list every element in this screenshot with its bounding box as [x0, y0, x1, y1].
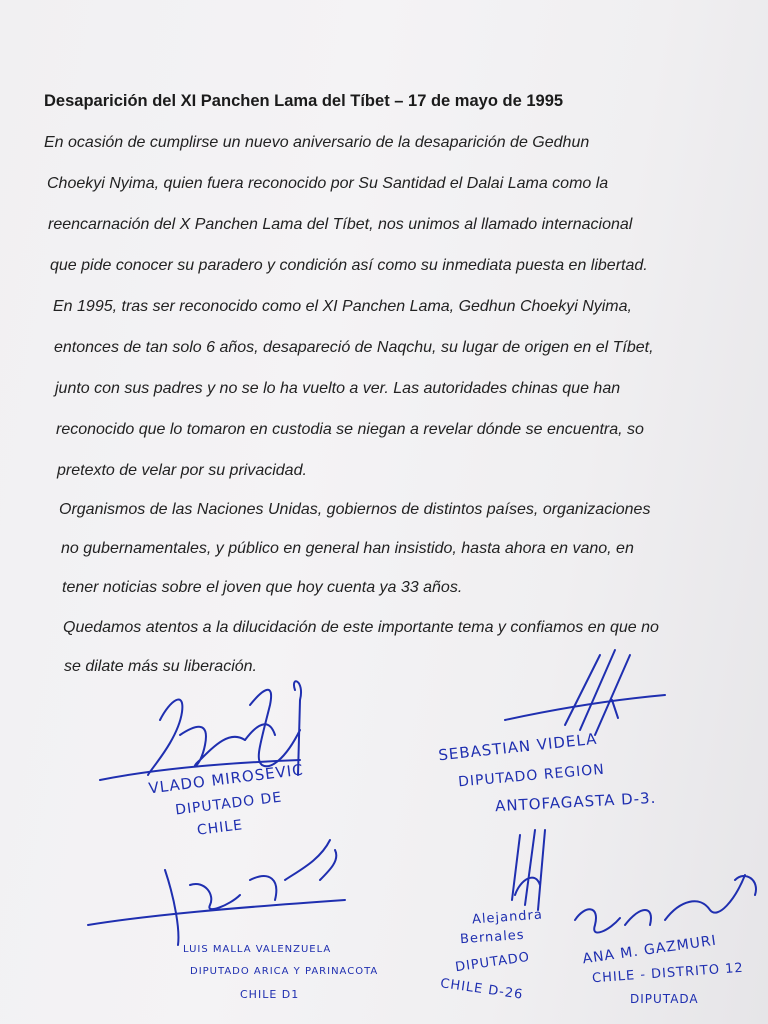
signature-3-role: DIPUTADO ARICA Y PARINACOTA	[190, 966, 379, 977]
signature-1-role: DIPUTADO DE	[174, 789, 284, 819]
body-line-14: se dilate más su liberación.	[64, 658, 257, 675]
signature-3-country: CHILE D1	[240, 988, 300, 1001]
body-line-11: no gubernamentales, y público en general han insistido, hasta ahora en vano, en	[61, 540, 634, 557]
body-line-9: pretexto de velar por su privacidad.	[57, 462, 307, 479]
body-line-6: entonces de tan solo 6 años, desapareció de Naqchu, su lugar de origen en el Tíbet,	[54, 339, 654, 356]
body-line-3: reencarnación del X Panchen Lama del Tíbet, nos unimos al llamado internacional	[48, 216, 633, 233]
body-line-2: Choekyi Nyima, quien fuera reconocido por Su Santidad el Dalai Lama como la	[47, 175, 609, 192]
signature-4-last-name: Bernales	[459, 927, 526, 948]
body-line-10: Organismos de las Naciones Unidas, gobiernos de distintos países, organizaciones	[59, 501, 651, 518]
signature-3-mark	[165, 840, 336, 945]
body-line-5: En 1995, tras ser reconocido como el XI Panchen Lama, Gedhun Choekyi Nyima,	[53, 298, 632, 315]
signature-5-district: CHILE - DISTRITO 12	[591, 960, 745, 987]
signature-2-region: ANTOFAGASTA D-3.	[494, 788, 657, 816]
signature-3-name: LUIS MALLA VALENZUELA	[183, 944, 332, 955]
signature-5-mark	[575, 875, 756, 933]
signature-4-mark	[512, 830, 545, 910]
signature-2-role: DIPUTADO REGION	[457, 761, 606, 791]
signature-5-role: DIPUTADA	[630, 992, 699, 1006]
signature-2-name: SEBASTIAN VIDELA	[437, 729, 599, 765]
signature-4-country: CHILE D-26	[439, 976, 525, 1003]
signature-5-name: ANA M. GAZMURI	[581, 932, 718, 968]
body-line-7: junto con sus padres y no se lo ha vuelto a ver. Las autoridades chinas que han	[55, 380, 621, 397]
signature-2-mark	[565, 650, 630, 735]
body-line-4: que pide conocer su paradero y condición así como su inmediata puesta en libertad.	[50, 257, 648, 274]
body-line-1: En ocasión de cumplirse un nuevo aniversario de la desaparición de Gedhun	[44, 134, 590, 151]
signature-1-country: CHILE	[196, 817, 244, 839]
body-line-13: Quedamos atentos a la dilucidación de este importante tema y confiamos en que no	[63, 619, 659, 636]
signature-4-first-name: Alejandra	[471, 907, 544, 928]
signature-4-role: DIPUTADO	[454, 949, 531, 976]
signature-1-name: VLADO MIROSEVIC	[147, 760, 305, 798]
document-title: Desaparición del XI Panchen Lama del Tíbet – 17 de mayo de 1995	[44, 92, 564, 110]
body-line-8: reconocido que lo tomaron en custodia se niegan a revelar dónde se encuentra, so	[56, 421, 644, 438]
body-line-12: tener noticias sobre el joven que hoy cuenta ya 33 años.	[62, 579, 463, 596]
